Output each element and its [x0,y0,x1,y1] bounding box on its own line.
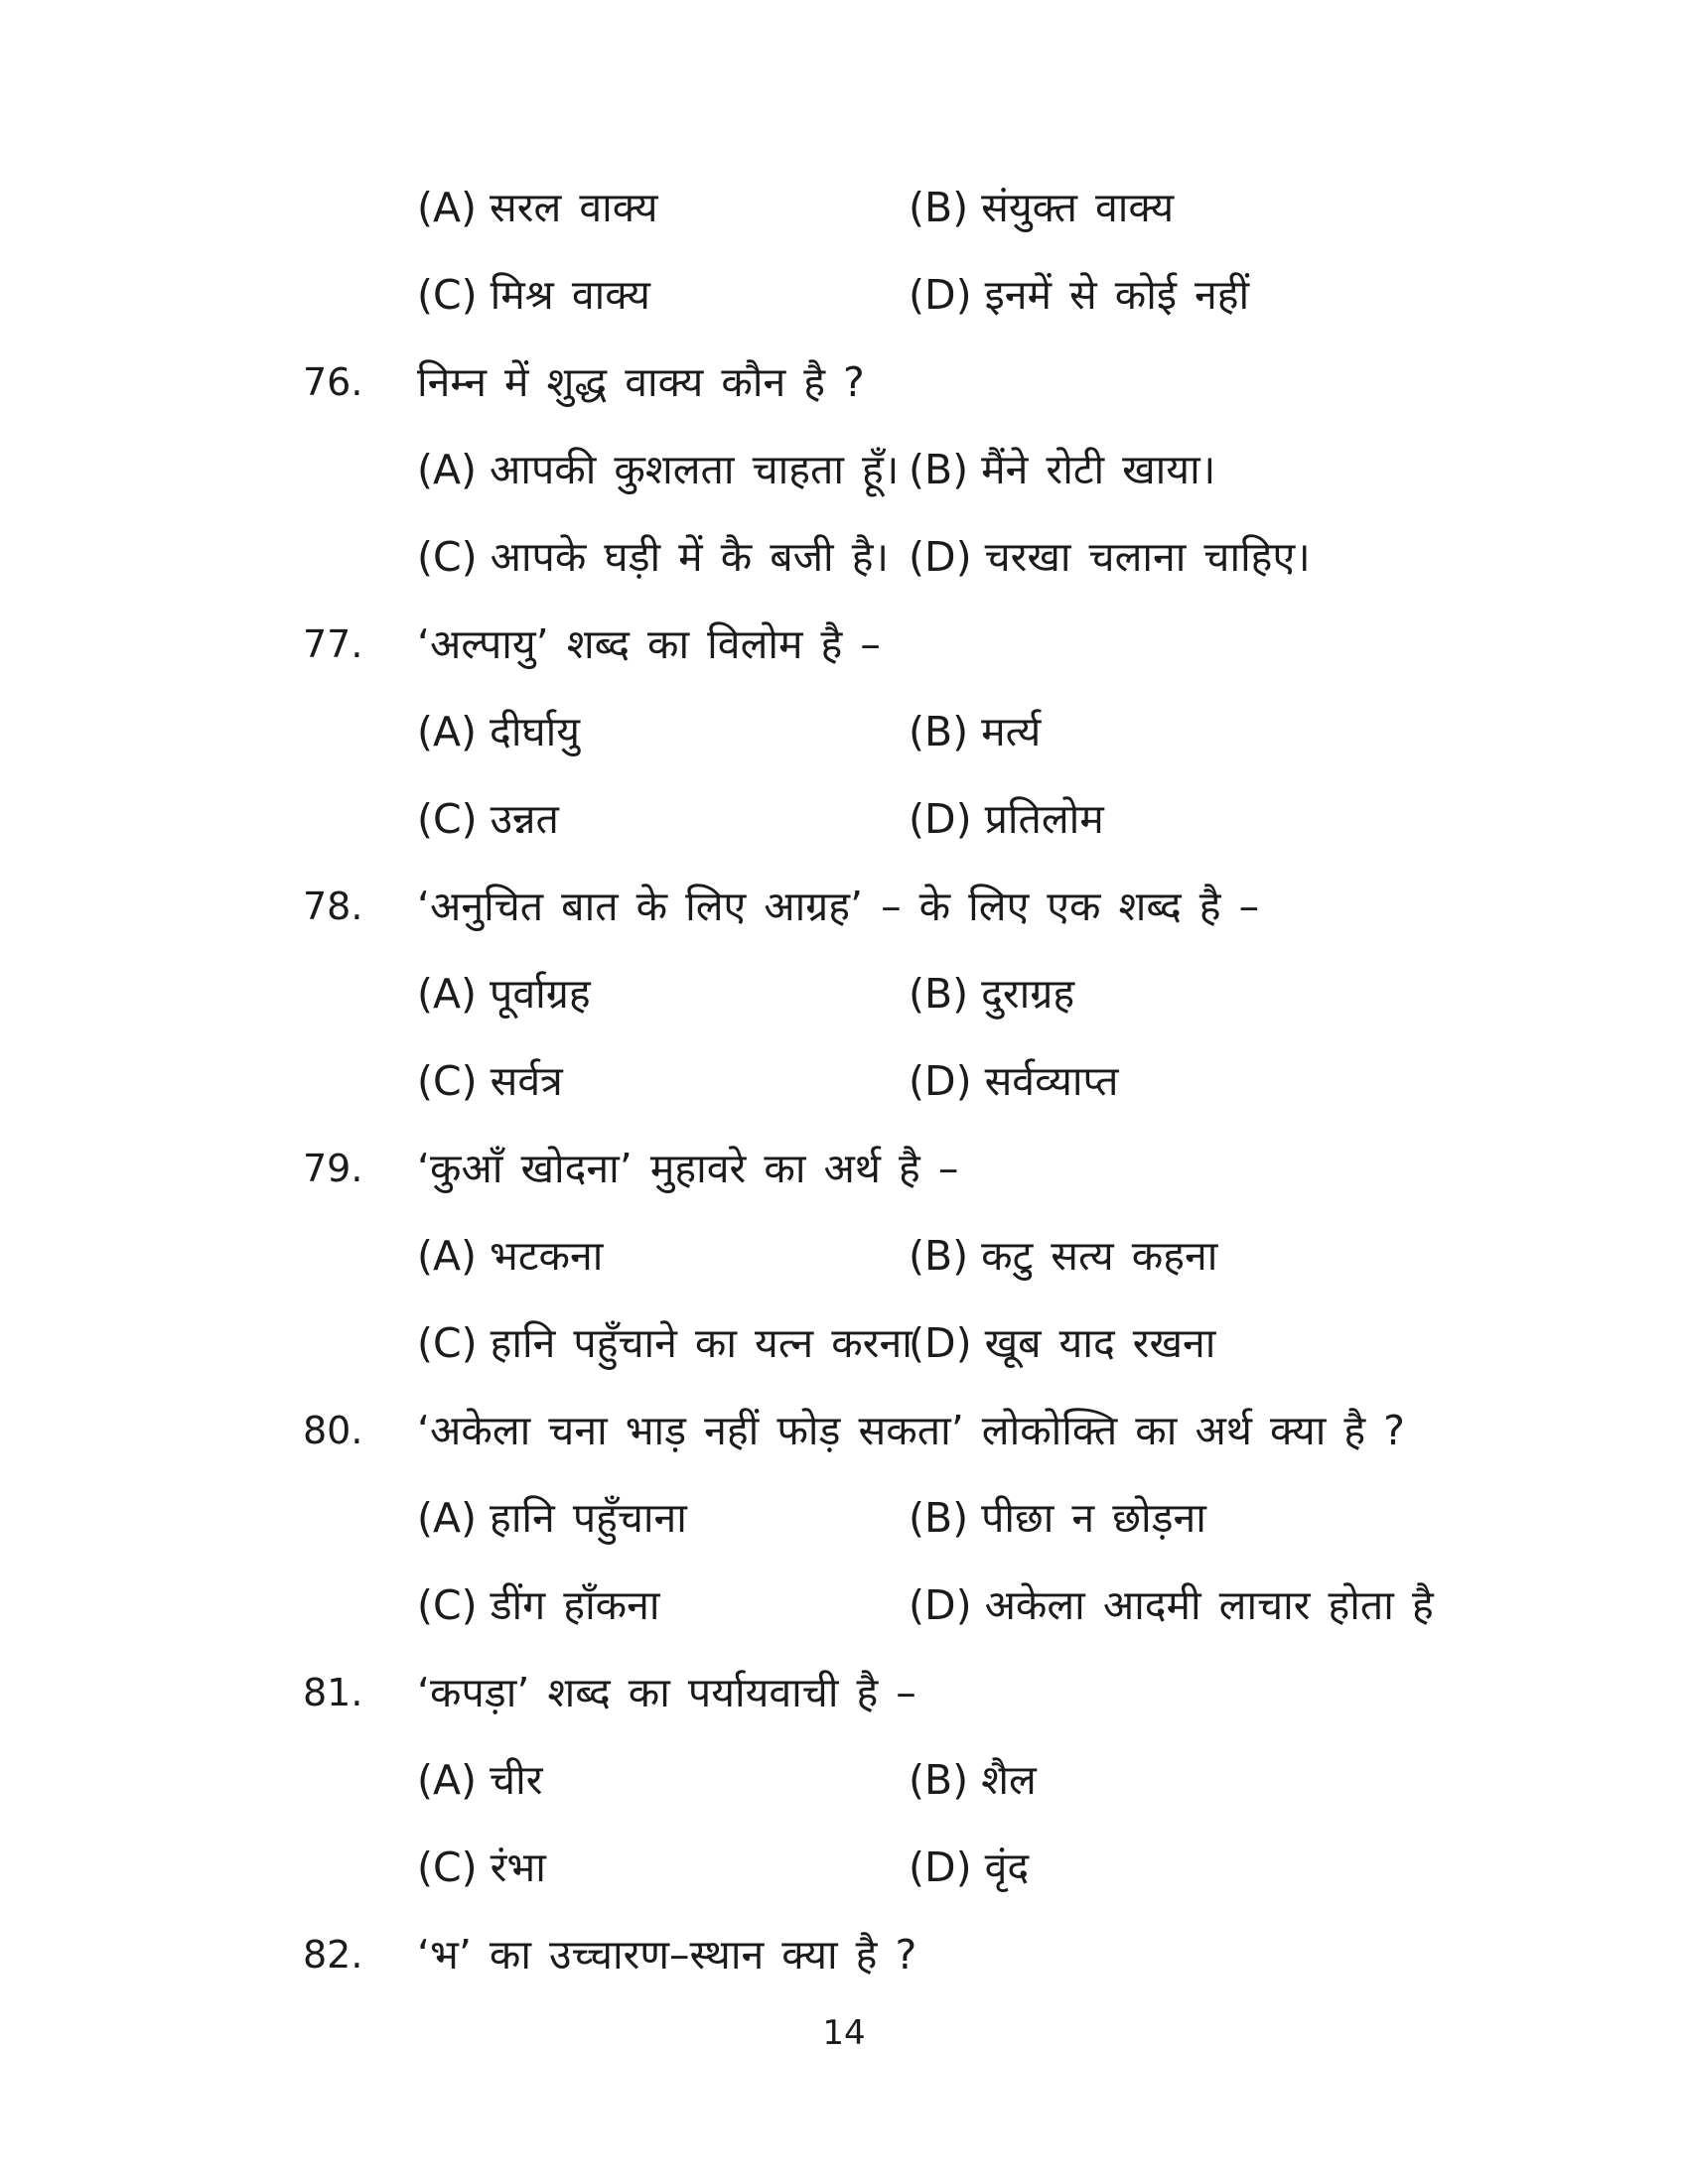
option-label: (B) [909,970,969,1018]
option-text: चरखा चलाना चाहिए। [984,533,1311,581]
option-c [417,269,909,356]
option-text: शैल [981,1756,1037,1804]
question-header [0,356,1688,444]
option-text: रंभा [490,1843,546,1891]
option-label: (D) [909,1319,972,1367]
option-a [417,182,909,269]
option-label: (A) [417,708,478,755]
page-number: 14 [822,2013,866,2053]
option-text: मैंने रोटी खाया। [981,446,1216,493]
question-77 [0,618,1688,881]
option-row [0,269,1688,356]
question-78 [0,881,1688,1143]
option-d [909,269,1688,356]
option-label: (D) [909,1843,972,1891]
option-d [909,1055,1688,1143]
option-row [0,1492,1688,1579]
option-text: आपके घड़ी में कै बजी है। [490,533,890,581]
option-label: (B) [909,1232,969,1280]
option-text: चीर [490,1756,543,1804]
option-text: सर्वत्र [490,1057,563,1105]
option-row [0,182,1688,269]
option-label: (C) [417,1057,478,1105]
option-row [0,968,1688,1055]
question-text: ‘अकेला चना भाड़ नहीं फोड़ सकता’ लोकोक्ति का अर्थ क्या है ? [417,1407,1405,1454]
option-text: मिश्र वाक्य [490,271,650,319]
option-text: मर्त्य [981,708,1042,755]
option-label: (D) [909,533,972,581]
option-label: (A) [417,184,478,231]
question-header [0,881,1688,968]
question-header [0,1405,1688,1492]
question-text: ‘अनुचित बात के लिए आग्रह’ – के लिए एक शब्द है – [417,883,1260,930]
option-b [909,1754,1688,1842]
option-label: (D) [909,795,972,843]
option-a [417,1754,909,1842]
option-text: प्रतिलोम [984,795,1104,843]
option-text: अकेला आदमी लाचार होता है [984,1581,1434,1629]
option-text: इनमें से कोई नहीं [984,271,1250,319]
question-number: 80. [303,1409,363,1452]
option-a [417,706,909,793]
question-text: ‘कपड़ा’ शब्द का पर्यायवाची है – [417,1669,916,1716]
option-row [0,531,1688,618]
option-label: (A) [417,1756,478,1804]
option-c [417,531,909,618]
option-a [417,444,909,531]
option-row [0,1317,1688,1405]
option-label: (B) [909,1756,969,1804]
option-d [909,531,1688,618]
question-80 [0,1405,1688,1667]
option-text: संयुक्त वाक्य [981,184,1175,231]
option-c [417,1055,909,1143]
option-d [909,1842,1688,1929]
option-label: (A) [417,446,478,493]
question-number: 82. [303,1933,363,1977]
option-label: (C) [417,1843,478,1891]
option-d [909,793,1688,881]
question-82 [0,1929,1688,2016]
option-b [909,1230,1688,1317]
option-text: दीर्घायु [490,708,581,755]
question-header [0,1667,1688,1754]
option-b [909,706,1688,793]
option-label: (C) [417,271,478,319]
option-label: (B) [909,184,969,231]
option-row [0,793,1688,881]
question-text: ‘अल्पायु’ शब्द का विलोम है – [417,620,881,668]
option-label: (A) [417,970,478,1018]
question-number: 77. [303,622,363,666]
question-number: 76. [303,360,363,404]
question-text: ‘भ’ का उच्चारण–स्थान क्या है ? [417,1931,917,1979]
option-label: (D) [909,1057,972,1105]
option-label: (C) [417,1581,478,1629]
option-label: (D) [909,1581,972,1629]
option-c [417,1842,909,1929]
option-a [417,1492,909,1579]
question-header [0,1143,1688,1230]
question-text: निम्न में शुद्ध वाक्य कौन है ? [417,358,865,406]
question-header [0,1929,1688,2016]
question-76 [0,356,1688,618]
option-text: सर्वव्याप्त [984,1057,1119,1105]
option-label: (C) [417,1319,478,1367]
option-d [909,1317,1688,1405]
option-label: (C) [417,533,478,581]
question-number: 79. [303,1147,363,1190]
question-text: ‘कुआँ खोदना’ मुहावरे का अर्थ है – [417,1145,959,1192]
option-label: (B) [909,1494,969,1542]
option-label: (B) [909,708,969,755]
option-row [0,1754,1688,1842]
question-header [0,618,1688,706]
option-text: पूर्वाग्रह [490,970,591,1018]
option-text: सरल वाक्य [490,184,658,231]
option-d [909,1579,1688,1667]
option-b [909,968,1688,1055]
option-a [417,1230,909,1317]
option-text: उन्नत [490,795,559,843]
option-c [417,1579,909,1667]
option-text: हानि पहुँचाने का यत्न करना [490,1319,913,1367]
option-label: (D) [909,271,972,319]
question-number: 81. [303,1671,363,1714]
option-row [0,1055,1688,1143]
option-c [417,1317,913,1405]
option-b [909,1492,1688,1579]
option-text: पीछा न छोड़ना [981,1494,1206,1542]
option-text: हानि पहुँचाना [490,1494,687,1542]
option-text: खूब याद रखना [984,1319,1216,1367]
option-text: वृंद [984,1843,1030,1891]
option-label: (A) [417,1494,478,1542]
option-b [909,182,1688,269]
option-text: दुराग्रह [981,970,1075,1018]
option-label: (B) [909,446,969,493]
option-row [0,1579,1688,1667]
option-label: (A) [417,1232,478,1280]
option-text: डींग हाँकना [490,1581,660,1629]
option-row [0,706,1688,793]
option-a [417,968,909,1055]
question-75-options [0,182,1688,356]
option-label: (C) [417,795,478,843]
option-text: आपकी कुशलता चाहता हूँ। [490,446,900,493]
option-row [0,1842,1688,1929]
option-row [0,1230,1688,1317]
option-c [417,793,909,881]
option-text: भटकना [490,1232,604,1280]
option-b [909,444,1688,531]
question-number: 78. [303,885,363,928]
option-text: कटु सत्य कहना [981,1232,1218,1280]
question-81 [0,1667,1688,1929]
option-row [0,444,1688,531]
question-79 [0,1143,1688,1405]
